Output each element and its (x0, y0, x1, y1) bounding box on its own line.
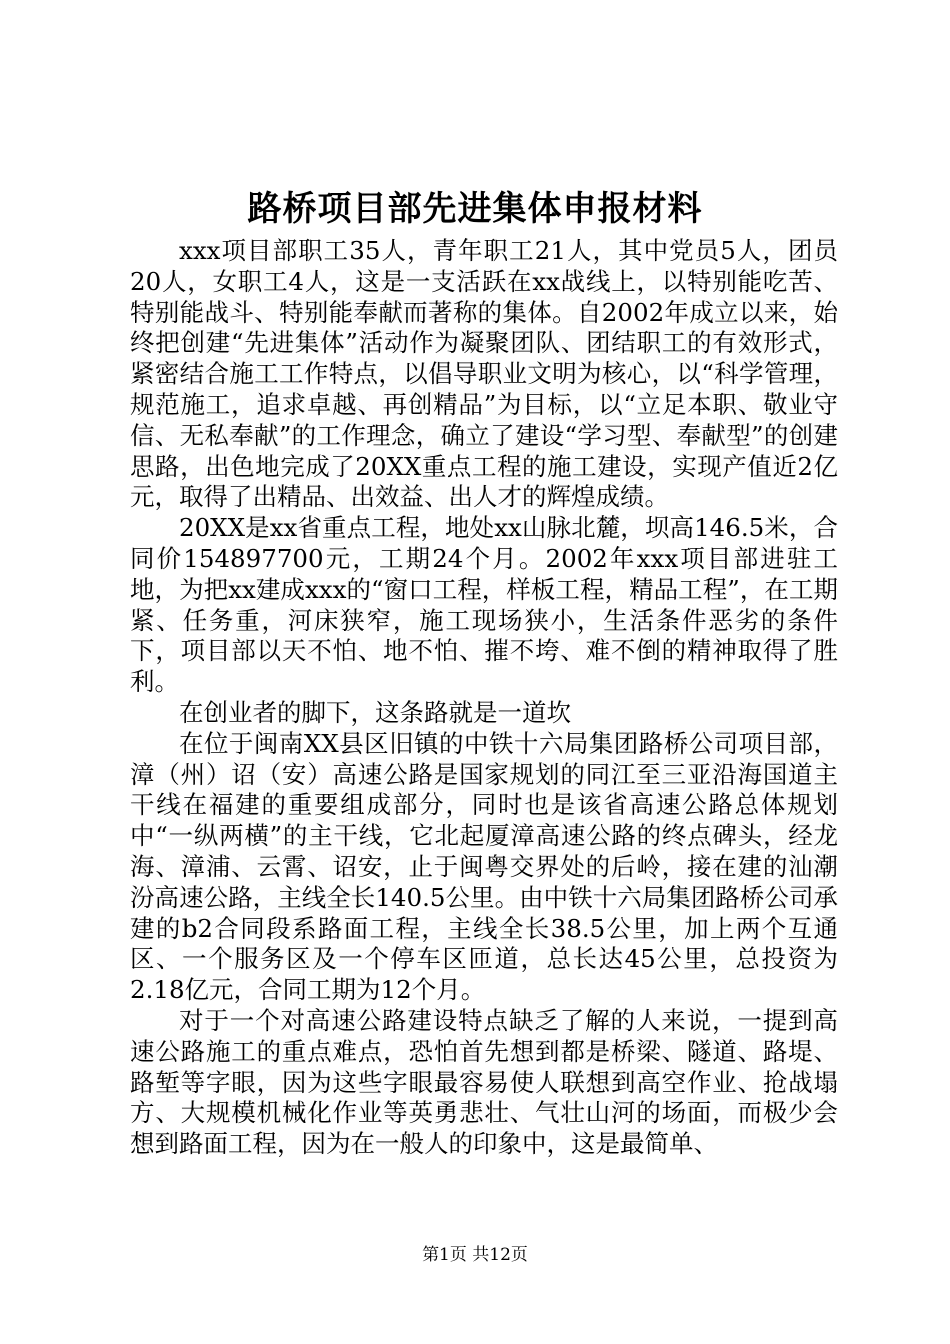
paragraph-heading: 在创业者的脚下，这条路就是一道坎 (179, 697, 571, 727)
paragraph-highway: 在位于闽南XX县区旧镇的中铁十六局集团路桥公司项目部，漳（州）诏（安）高速公路是国家规划的同江至三亚沿海国道主干线在福建的重要组成部分，同时也是该省高速公路总体规划中“一纵两横”的主干线，它北起厦漳高速公路的终点碑头，经龙海、漳浦、云霄、诏安，止于闽粤交界处的后岭，接在建的汕潮汾高速公路，主线全长140.5公里。由中铁十六局集团路桥公司承建的b2合同段系路面工程，主线全长38.5公里，加上两个互通区、一个服务区及一个停车区匝道，总长达45公里，总投资为2.18亿元，合同工期为12个月。 (130, 728, 838, 1005)
page-number-footer: 第1页 共12页 (422, 1245, 528, 1265)
paragraph-project: 20XX是xx省重点工程，地处xx山脉北麓，坝高146.5米，合同价154897700元，工期24个月。2002年xxx项目部进驻工地，为把xx建成xxx的“窗口工程，样板工程，精品工程”，在工期紧、任务重，河床狭窄，施工现场狭小，生活条件恶劣的条件下，项目部以天不怕、地不怕、摧不垮、难不倒的精神取得了胜利。 (130, 513, 838, 697)
paragraph-difficulty: 对于一个对高速公路建设特点缺乏了解的人来说，一提到高速公路施工的重点难点，恐怕首先想到都是桥梁、隧道、路堤、路堑等字眼，因为这些字眼最容易使人联想到高空作业、抢战塌方、大规模机械化作业等英勇悲壮、气壮山河的场面，而极少会想到路面工程，因为在一般人的印象中，这是最简单、 (130, 1005, 838, 1159)
document-title: 路桥项目部先进集体申报材料 (247, 189, 703, 229)
paragraph-intro: xxx项目部职工35人，青年职工21人，其中党员5人，团员20人，女职工4人，这是一支活跃在xx战线上，以特别能吃苦、特别能战斗、特别能奉献而著称的集体。自2002年成立以来，始终把创建“先进集体”活动作为凝聚团队、团结职工的有效形式，紧密结合施工工作特点，以倡导职业文明为核心，以“科学管理，规范施工，追求卓越、再创精品”为目标，以“立足本职、敬业守信、无私奉献”的工作理念，确立了建设“学习型、奉献型”的创建思路，出色地完成了20XX重点工程的施工建设，实现产值近2亿元，取得了出精品、出效益、出人才的辉煌成绩。 (130, 236, 838, 512)
document-body (130, 236, 838, 1160)
